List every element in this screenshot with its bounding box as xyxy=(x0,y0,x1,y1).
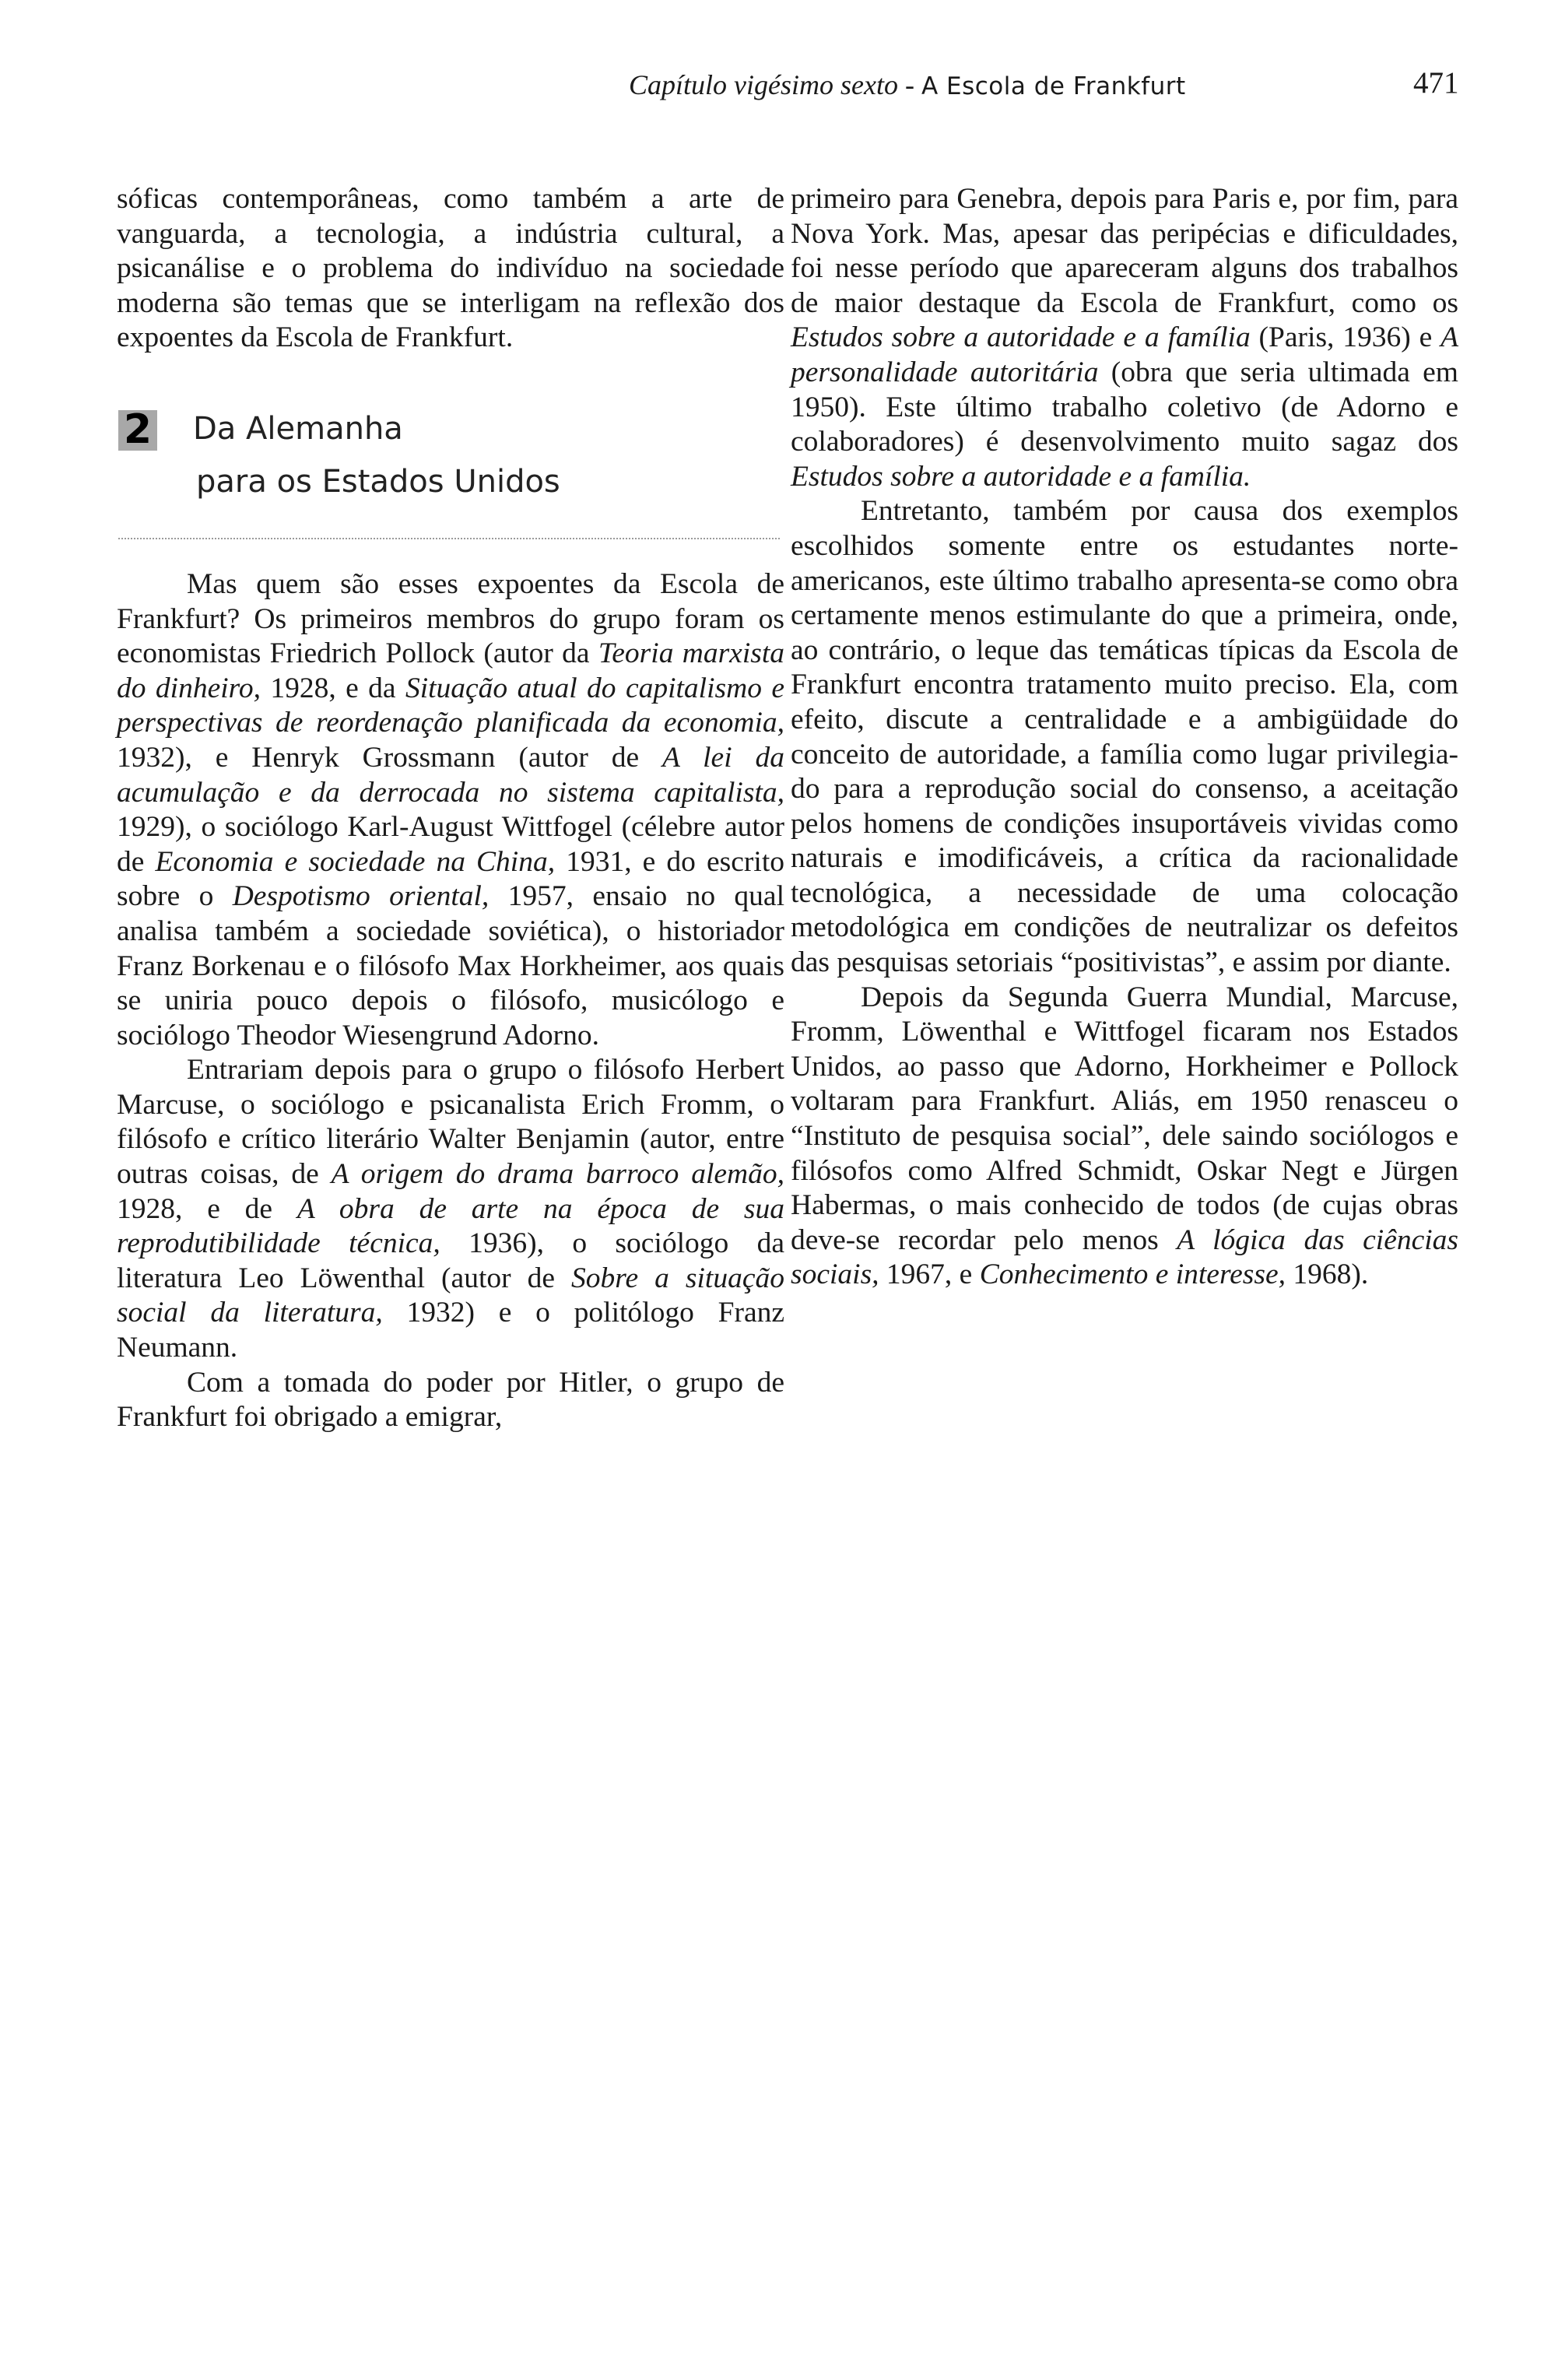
left-paragraph-4: Com a tomada do poder por Hitler, o grupo de Frankfurt foi obrigado a emigrar, xyxy=(117,1366,784,1434)
text-run: primeiro para Genebra, depois para Paris e, por fim, para Nova York. Mas, apesar das peripécias e dificuldades, foi nesse período que apareceram alguns dos trabalhos de maior destaque da Escola de Frankfurt, como os xyxy=(791,183,1458,319)
book-title: Conhecimento e interesse, xyxy=(979,1258,1286,1291)
text-run: 1929), o sociólogo Karl-August Wittfogel (célebre autor de xyxy=(117,811,784,878)
text-run: 1936), o sociólogo da literatura Leo Löwenthal (autor de xyxy=(117,1227,784,1294)
book-title: Estudos sobre a autoridade e a família. xyxy=(791,460,1251,493)
text-run: Entrariam depois para o grupo o filósofo Herbert Marcuse, o sociólogo e psicanalista Erich Fromm, o filósofo e crítico literário Walter Benjamin (autor, entre outras coisas, de xyxy=(117,1054,784,1191)
book-title: Situação atual do capitalismo e perspectivas de reordenação planificada da economia, xyxy=(117,672,784,739)
left-paragraph-1: sóficas contemporâneas, como também a arte de vanguarda, a tecnologia, a indústria cultural, a psicanálise e o problema do indivíduo na sociedade moderna são temas que se interligam na reflexão dos expoentes da Escola de Frankfurt. xyxy=(117,183,784,354)
book-title: A personalidade autoritária xyxy=(791,321,1458,388)
right-paragraph-3 xyxy=(791,981,1458,1293)
right-paragraph-2: Entretanto, também por causa dos exemplos escolhidos somente entre os estudantes norte-americanos, este último trabalho apresenta-se como obra certamente menos estimulante do que a primeira, onde, ao contrário, o leque das temáticas típicas da Escola de Frankfurt encontra tratamento muito preciso. Ela, com efeito, discute a centralidade e a ambigüidade do conceito de autoridade, a família como lugar privilegiado para a reprodução social do consenso, a aceitação pelos homens de condições insuportáveis vividas como naturais e imodificáveis, a crítica da racionalidade tecnológica, a necessidade de uma colocação metodológica em condições de neutralizar os defeitos das pesquisas setoriais “positivistas”, e assim por diante. xyxy=(791,495,1458,979)
text-run: 1932) e o politólogo Franz Neumann. xyxy=(117,1297,784,1364)
right-column xyxy=(791,182,1458,1293)
text-run: (obra que seria ultimada em 1950). Este último trabalho coletivo (de Adorno e colaboradores) é desenvolvimento muito sagaz dos xyxy=(791,356,1458,458)
running-head-chapter: Capítulo vigésimo sexto - xyxy=(629,69,921,100)
left-paragraph-3 xyxy=(117,1053,784,1365)
book-title: Economia e sociedade na China, xyxy=(155,845,556,878)
text-run: Mas quem são esses expoentes da Escola de Frankfurt? Os primeiros membros do grupo foram os economistas Friedrich Pollock (autor da xyxy=(117,567,784,670)
text-run: 1928, e de xyxy=(117,1192,297,1225)
right-paragraph-1 xyxy=(791,182,1458,494)
text-run: 1968). xyxy=(1286,1258,1369,1291)
section-heading xyxy=(117,402,784,541)
section-title xyxy=(193,402,560,508)
text-run: 1928, e da xyxy=(260,672,405,704)
text-run: 1967, e xyxy=(879,1258,980,1291)
text-run: 1931, e do escrito sobre o xyxy=(117,845,784,913)
text-run: (Paris, 1936) e xyxy=(1250,321,1441,354)
book-title: A lei da acumulação e da derrocada no sistema capitalista, xyxy=(117,741,784,809)
page-number: 471 xyxy=(1413,66,1459,100)
book-title: A obra de arte na época de sua reprodutibilidade técnica, xyxy=(117,1192,784,1260)
text-run: 1957, ensaio no qual analisa também a sociedade soviética), o historiador Franz Borkenau e o filósofo Max Horkheimer, aos quais se uniria pouco depois o filósofo, musicólogo e sociólogo Theodor Wiesengrund Adorno. xyxy=(117,880,784,1051)
book-title: Despotismo oriental, xyxy=(232,880,490,913)
left-paragraph-2 xyxy=(117,567,784,1053)
running-head-part: A Escola de Frankfurt xyxy=(921,72,1186,100)
section-number: 2 xyxy=(118,410,157,451)
book-title: Teoria marxista do dinheiro, xyxy=(117,637,784,704)
running-head xyxy=(629,68,1186,101)
book-title: A origem do drama barroco alemão, xyxy=(331,1158,784,1191)
section-title-line-1: Da Alemanha xyxy=(193,410,403,447)
book-title: A lógica das ciências sociais, xyxy=(791,1223,1458,1291)
book-title: Sobre a situação social da literatura, xyxy=(117,1262,784,1329)
section-title-line-2: para os Estados Unidos xyxy=(196,463,560,500)
book-title: Estudos sobre a autoridade e a família xyxy=(791,321,1251,354)
left-column xyxy=(117,182,784,1435)
text-run: 1932), e Henryk Grossmann (autor de xyxy=(117,741,663,774)
text-run: Depois da Segunda Guerra Mundial, Marcuse, Fromm, Löwenthal e Wittfogel ficaram nos Estados Unidos, ao passo que Adorno, Horkheimer e Pollock voltaram para Frankfurt. Aliás, em 1950 renasceu o “Instituto de pesquisa social”, dele saindo sociólogos e filósofos como Alfred Schmidt, Oskar Negt e Jürgen Habermas, o mais conhecido de todos (de cujas obras deve-se recordar pelo menos xyxy=(791,981,1458,1256)
section-divider xyxy=(118,538,780,539)
